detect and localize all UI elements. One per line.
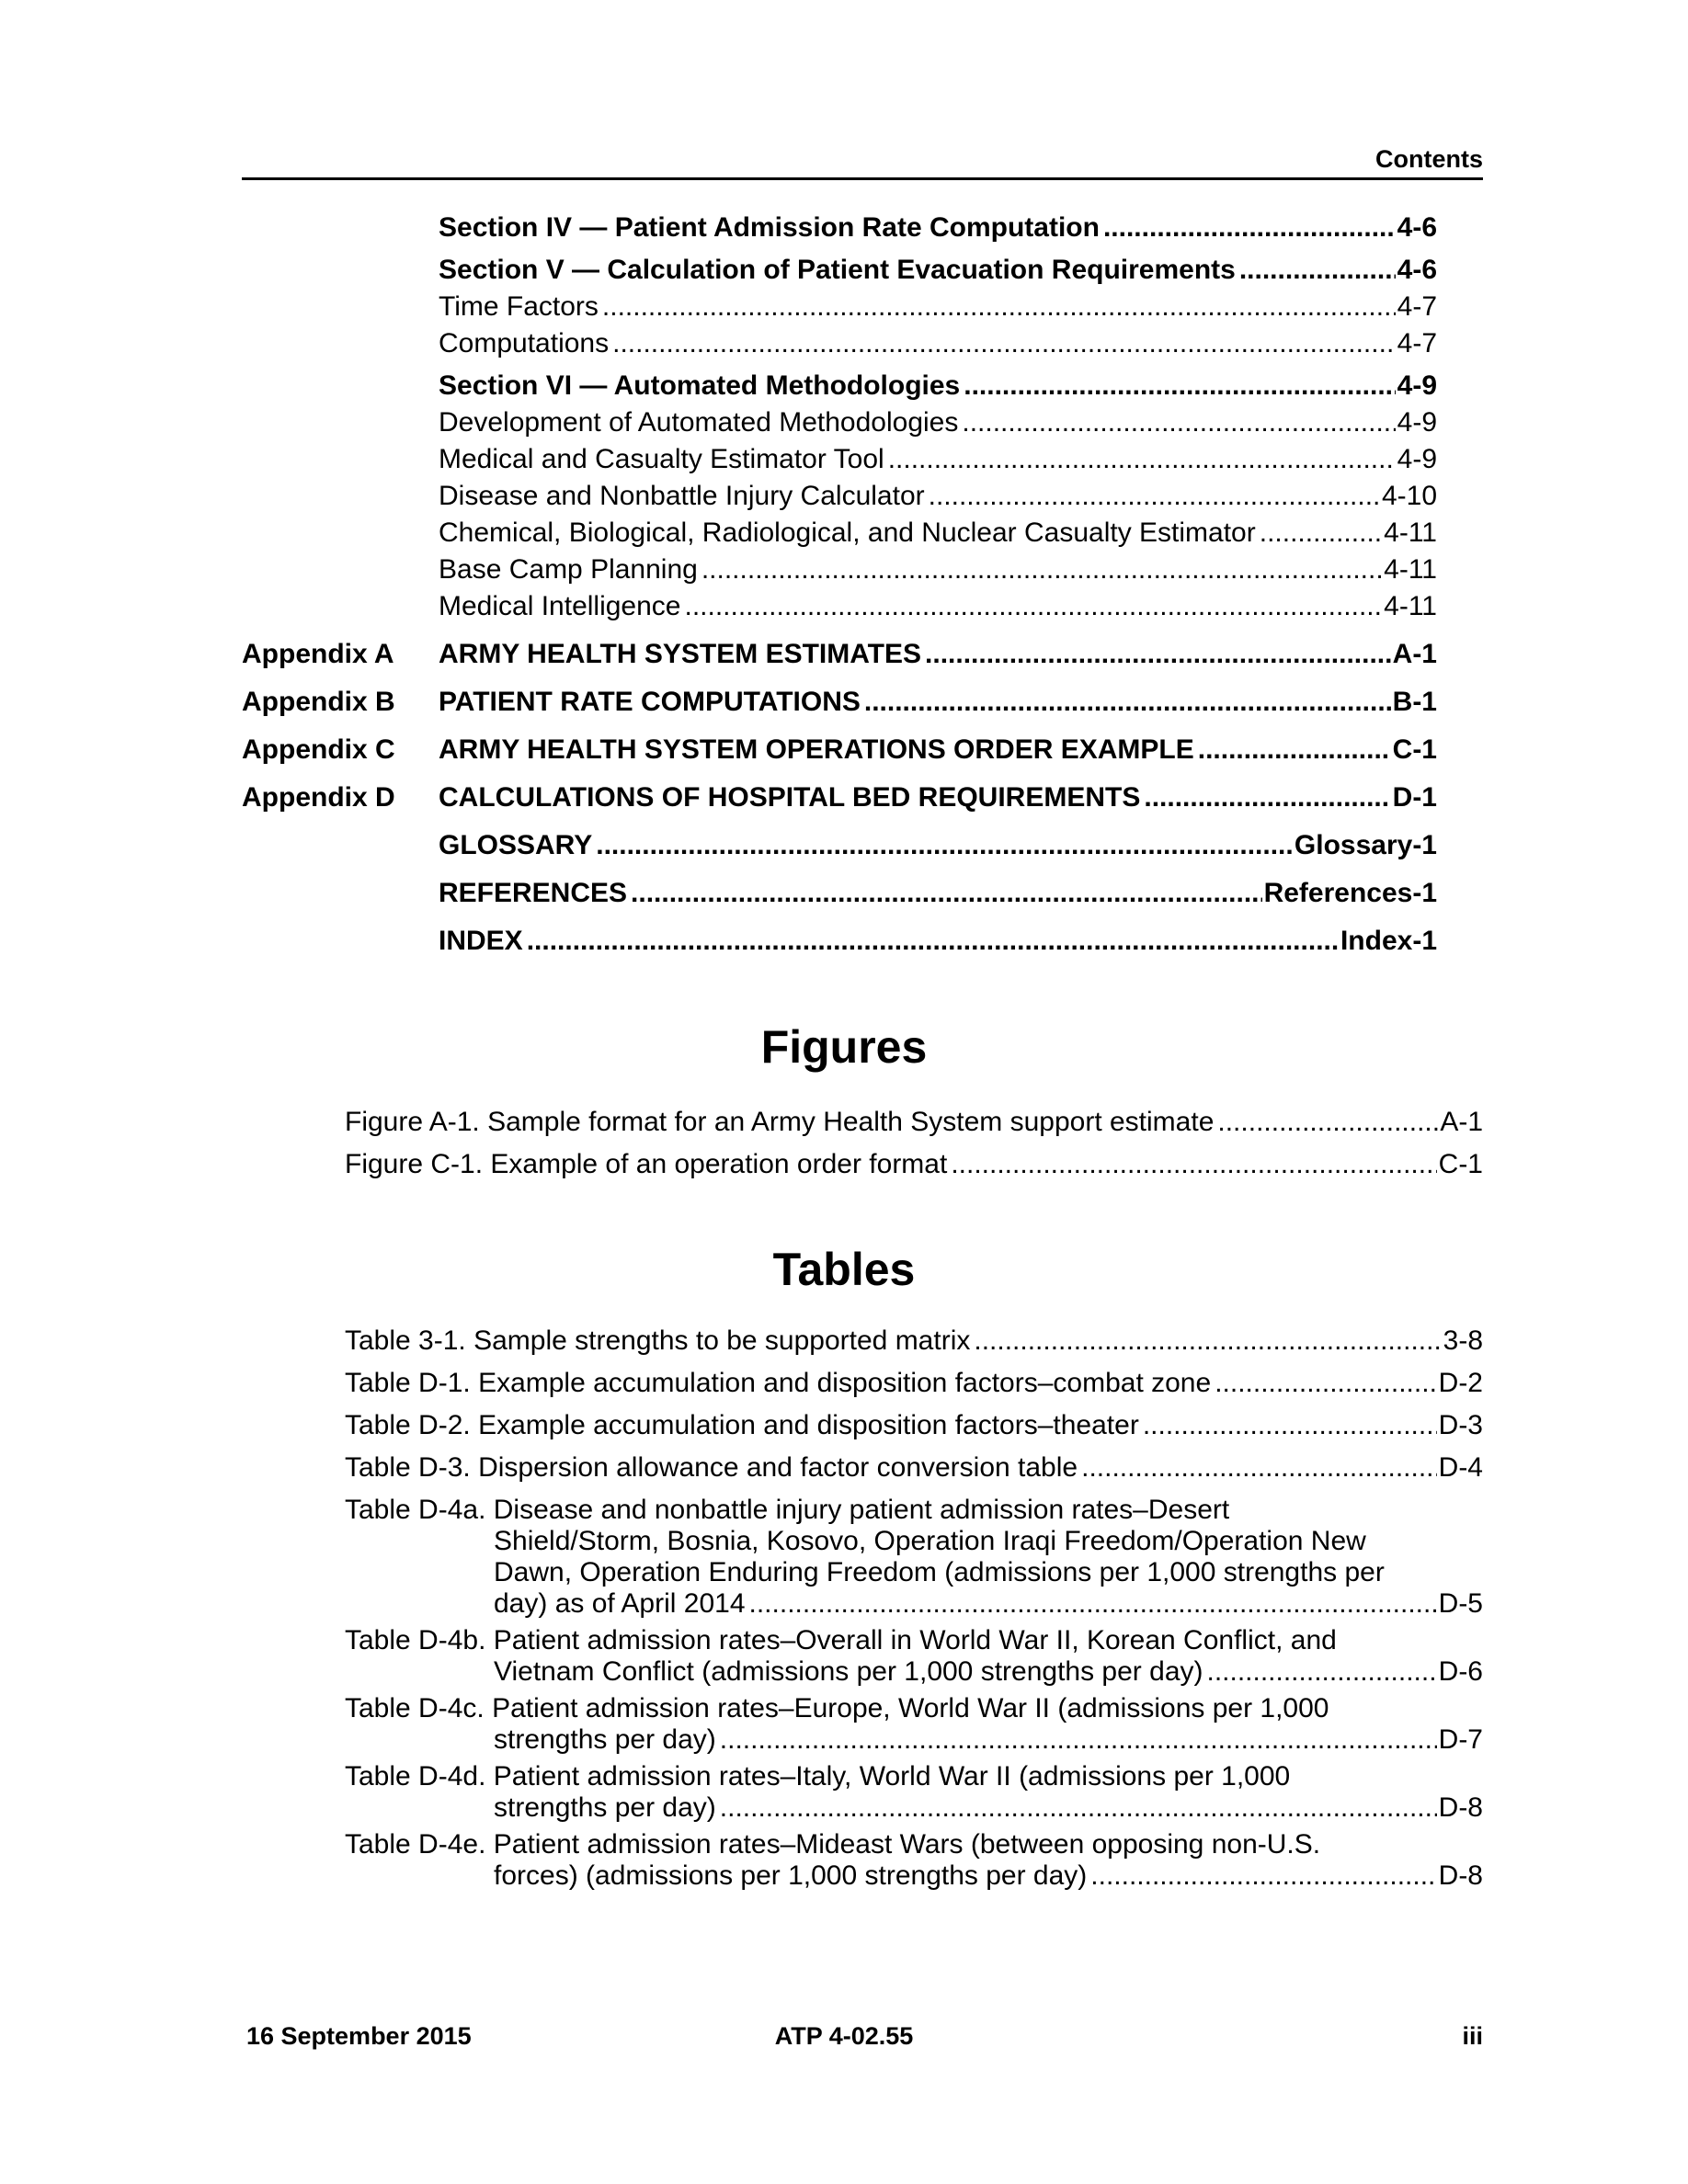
table-title-continued: Shield/Storm, Bosnia, Kosovo, Operation Iraqi Freedom/Operation New <box>494 1526 1366 1556</box>
toc-row-page: 4-11 <box>1384 554 1437 585</box>
toc-row-section-iv[interactable] <box>242 210 1437 246</box>
tables-list <box>345 1320 1483 1892</box>
table-page: D-5 <box>1438 1588 1483 1619</box>
table-entry[interactable] <box>345 1447 1483 1489</box>
table-title: Table 3-1. Sample strengths to be supported matrix <box>345 1325 971 1356</box>
table-title: Table D-4e. Patient admission rates–Mideast Wars (between opposing non-U.S. <box>345 1829 1321 1860</box>
table-page: D-8 <box>1438 1860 1483 1891</box>
figure-title: Figure A-1. Sample format for an Army Health System support estimate <box>345 1107 1215 1137</box>
toc-row-title: GLOSSARY <box>439 830 593 860</box>
toc-row-index[interactable] <box>242 923 1437 960</box>
table-title: Table D-4d. Patient admission rates–Italy, World War II (admissions per 1,000 <box>345 1761 1291 1792</box>
toc-row-page: 4-6 <box>1397 212 1437 243</box>
table-entry[interactable] <box>345 1829 1483 1892</box>
table-title-continued: forces) (admissions per 1,000 strengths per day) <box>494 1860 1088 1891</box>
table-entry[interactable] <box>345 1625 1483 1688</box>
table-title-continued: Dawn, Operation Enduring Freedom (admissions per 1,000 strengths per <box>494 1557 1385 1587</box>
toc-row-label: Appendix A <box>242 639 394 669</box>
table-page: D-7 <box>1438 1724 1483 1755</box>
table-page: D-8 <box>1438 1792 1483 1823</box>
toc-row-title: INDEX <box>439 926 523 956</box>
toc-row-title: Development of Automated Methodologies <box>439 407 959 438</box>
table-entry[interactable] <box>345 1693 1483 1756</box>
toc-row-page: 4-6 <box>1397 255 1437 285</box>
toc-row-page: A-1 <box>1392 639 1437 669</box>
page-header-title: Contents <box>1375 145 1483 173</box>
figure-entry[interactable] <box>345 1143 1483 1186</box>
toc-row-title: Disease and Nonbattle Injury Calculator <box>439 481 925 511</box>
table-entry[interactable] <box>345 1320 1483 1362</box>
table-title-continued: day) as of April 2014 <box>494 1588 746 1619</box>
toc-row-medical-intelligence[interactable] <box>242 588 1437 625</box>
footer-page-number: iii <box>1462 2022 1483 2050</box>
table-title: Table D-4b. Patient admission rates–Overall in World War II, Korean Conflict, and <box>345 1625 1337 1655</box>
toc-row-time-factors[interactable] <box>242 289 1437 325</box>
toc-row-title: Base Camp Planning <box>439 554 698 585</box>
tables-heading: Tables <box>772 1244 916 1295</box>
toc-row-appendix-a[interactable] <box>242 636 1437 673</box>
figure-page: A-1 <box>1440 1107 1483 1137</box>
toc-row-page: Glossary-1 <box>1294 830 1437 860</box>
toc-row-section-vi[interactable] <box>242 368 1437 404</box>
toc-row-dnbi-calculator[interactable] <box>242 478 1437 515</box>
figures-heading: Figures <box>760 1021 928 1073</box>
table-title-continued: strengths per day) <box>494 1792 716 1823</box>
toc-row-page: 4-9 <box>1397 444 1437 474</box>
table-page: D-2 <box>1438 1368 1483 1398</box>
toc-row-cbrn-estimator[interactable] <box>242 515 1437 552</box>
table-entry[interactable] <box>345 1761 1483 1824</box>
toc-row-development[interactable] <box>242 404 1437 441</box>
toc-row-section-v[interactable] <box>242 252 1437 289</box>
toc-row-title: Computations <box>439 328 610 358</box>
table-page: D-4 <box>1438 1452 1483 1483</box>
toc-row-title: PATIENT RATE COMPUTATIONS <box>439 687 861 717</box>
toc-row-page: D-1 <box>1392 782 1437 813</box>
toc-row-computations[interactable] <box>242 325 1437 362</box>
toc-row-appendix-c[interactable] <box>242 732 1437 768</box>
table-title: Table D-2. Example accumulation and disposition factors–theater <box>345 1410 1139 1440</box>
toc-row-title: Medical Intelligence <box>439 591 681 621</box>
toc-row-title: Section VI — Automated Methodologies <box>439 370 961 401</box>
table-title-continued: strengths per day) <box>494 1724 716 1755</box>
table-page: D-3 <box>1438 1410 1483 1440</box>
toc-row-title: Chemical, Biological, Radiological, and Nuclear Casualty Estimator <box>439 518 1256 548</box>
table-entry[interactable] <box>345 1405 1483 1447</box>
table-title-continued: Vietnam Conflict (admissions per 1,000 strengths per day) <box>494 1656 1203 1687</box>
table-entry[interactable] <box>345 1362 1483 1405</box>
toc-row-label: Appendix B <box>242 687 395 717</box>
toc-row-page: C-1 <box>1392 734 1437 765</box>
toc-row-appendix-b[interactable] <box>242 684 1437 721</box>
toc-row-title: Medical and Casualty Estimator Tool <box>439 444 884 474</box>
toc-row-appendix-d[interactable] <box>242 779 1437 816</box>
toc-row-page: 4-7 <box>1397 328 1437 358</box>
table-of-contents <box>242 210 1437 960</box>
table-page: 3-8 <box>1443 1325 1483 1356</box>
toc-row-page: 4-11 <box>1384 591 1437 621</box>
header-rule <box>242 177 1483 180</box>
footer-doc-id: ATP 4-02.55 <box>774 2022 914 2050</box>
toc-row-estimator-tool[interactable] <box>242 441 1437 478</box>
toc-row-label: Appendix C <box>242 734 395 765</box>
toc-row-page: Index-1 <box>1340 926 1437 956</box>
toc-row-page: B-1 <box>1392 687 1437 717</box>
figure-entry[interactable] <box>345 1101 1483 1143</box>
toc-row-title: CALCULATIONS OF HOSPITAL BED REQUIREMENTS <box>439 782 1141 813</box>
toc-row-page: 4-7 <box>1397 291 1437 322</box>
figure-page: C-1 <box>1438 1149 1483 1179</box>
table-title: Table D-1. Example accumulation and disposition factors–combat zone <box>345 1368 1212 1398</box>
table-title: Table D-4a. Disease and nonbattle injury patient admission rates–Desert <box>345 1495 1230 1525</box>
figure-title: Figure C-1. Example of an operation order format <box>345 1149 948 1179</box>
table-title: Table D-3. Dispersion allowance and factor conversion table <box>345 1452 1078 1483</box>
toc-row-page: 4-9 <box>1397 407 1437 438</box>
toc-row-title: REFERENCES <box>439 878 628 908</box>
toc-row-page: 4-10 <box>1381 481 1437 511</box>
footer-date: 16 September 2015 <box>246 2022 472 2050</box>
toc-row-label: Appendix D <box>242 782 395 813</box>
table-entry[interactable] <box>345 1495 1483 1620</box>
table-page: D-6 <box>1438 1656 1483 1687</box>
toc-row-title: ARMY HEALTH SYSTEM ESTIMATES <box>439 639 922 669</box>
figures-list <box>345 1101 1483 1186</box>
toc-row-page: 4-9 <box>1397 370 1437 401</box>
toc-row-page: References-1 <box>1263 878 1437 908</box>
toc-row-title: Section IV — Patient Admission Rate Computation <box>439 212 1100 243</box>
toc-row-base-camp[interactable] <box>242 552 1437 588</box>
toc-row-title: ARMY HEALTH SYSTEM OPERATIONS ORDER EXAMPLE <box>439 734 1194 765</box>
toc-row-glossary[interactable] <box>242 827 1437 864</box>
table-title: Table D-4c. Patient admission rates–Europe, World War II (admissions per 1,000 <box>345 1693 1329 1723</box>
toc-row-references[interactable] <box>242 875 1437 912</box>
toc-row-title: Time Factors <box>439 291 599 322</box>
toc-row-title: Section V — Calculation of Patient Evacuation Requirements <box>439 255 1236 285</box>
toc-row-page: 4-11 <box>1384 518 1437 548</box>
